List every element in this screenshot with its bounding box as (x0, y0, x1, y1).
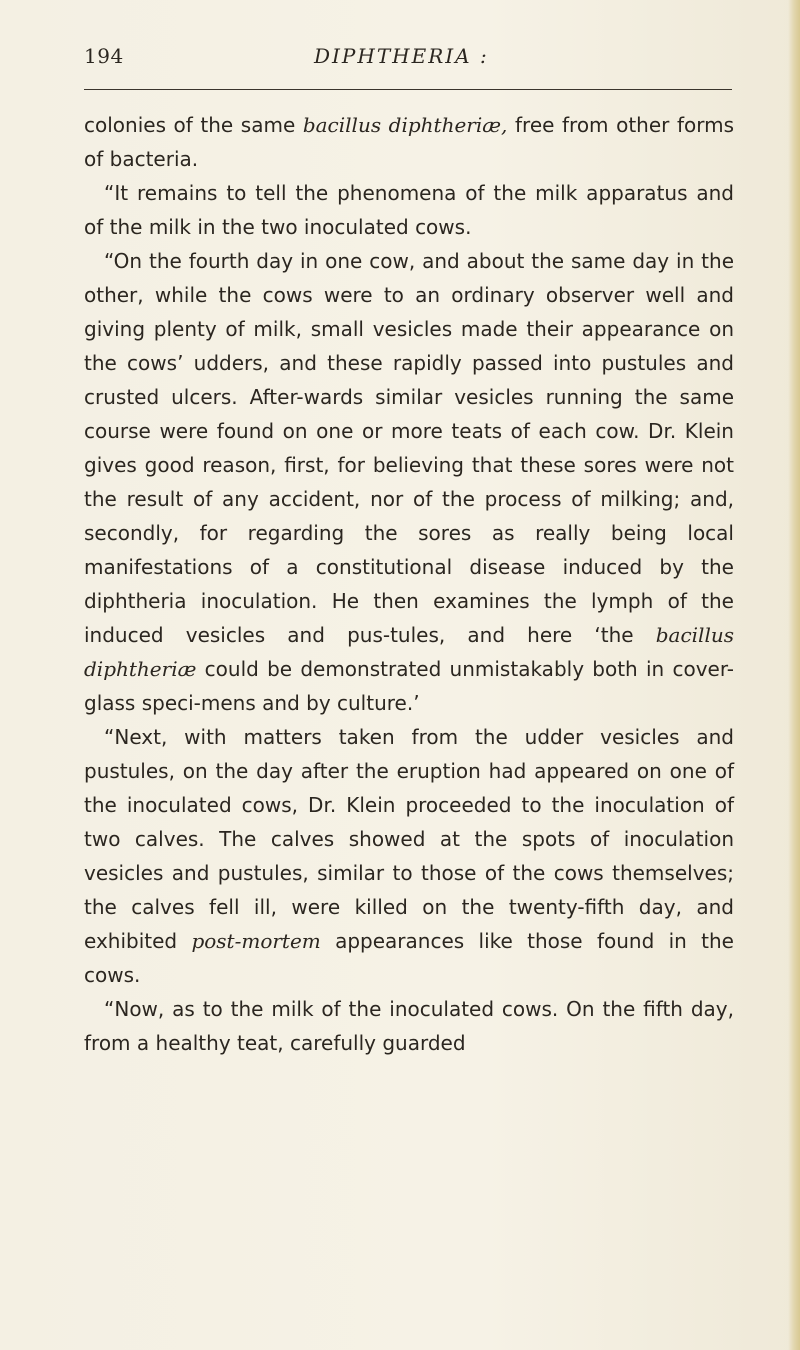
page-edge (788, 0, 800, 1350)
paragraph-text: “Now, as to the milk of the inoculated cows. On the fifth day, from a healthy teat, carefully guarded (84, 997, 734, 1055)
paragraph-1 (84, 108, 734, 176)
paragraph-text: “On the fourth day in one cow, and about the same day in the other, while the cows were to an ordinary observer well and giving plenty of milk, small vesicles made their appearance on the cows’ udders, and these rapidly passed into pustules and crusted ulcers. After-wards similar vesicles running the same course were found on one or more teats of each cow. Dr. Klein gives good reason, first, for believing that these sores were not the result of any accident, nor of the process of milking; and, secondly, for regarding the sores as really being local manifestations of a constitutional disease induced by the diphtheria inoculation. He then examines the lymph of the induced vesicles and pus-tules, and here ‘the (84, 249, 734, 647)
italic-term: bacillus diphtheriæ (84, 623, 734, 681)
paragraph-5 (84, 992, 734, 1060)
paragraph-4 (84, 720, 734, 992)
paragraph-text: could be demonstrated unmistakably both in cover-glass speci-mens and by culture.’ (84, 657, 734, 715)
italic-term: post-mortem (191, 929, 321, 953)
paragraph-2 (84, 176, 734, 244)
italic-term: bacillus diphtheriæ, (302, 113, 508, 137)
running-title: DIPHTHERIA : (314, 44, 489, 68)
paragraph-text: free from other forms of bacteria. (84, 113, 735, 171)
header-rule (84, 89, 732, 90)
running-head (84, 44, 744, 74)
paragraph-3 (84, 244, 734, 720)
body-text (84, 108, 734, 1060)
page-number: 194 (84, 44, 124, 68)
paragraph-text: appearances like those found in the cows. (84, 929, 734, 987)
paragraph-text: colonies of the same (84, 113, 303, 137)
paragraph-text: “It remains to tell the phenomena of the milk apparatus and of the milk in the two inoculated cows. (84, 181, 734, 239)
paragraph-text: “Next, with matters taken from the udder vesicles and pustules, on the day after the eruption had appeared on one of the inoculated cows, Dr. Klein proceeded to the inoculation of two calves. The calves showed at the spots of inoculation vesicles and pustules, similar to those of the cows themselves; the calves fell ill, were killed on the twenty-fifth day, and exhibited (84, 725, 734, 953)
